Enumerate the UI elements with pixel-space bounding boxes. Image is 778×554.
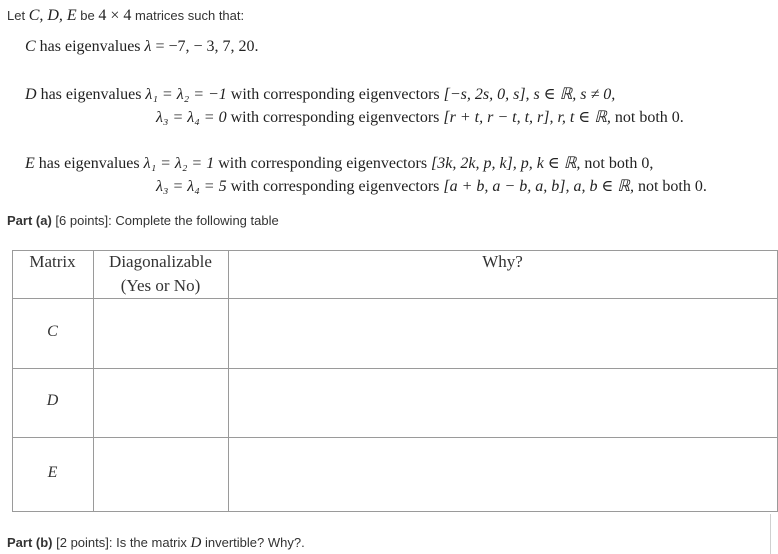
e-vec-1: [3k, 2k, p, k], p, k ∈ ℝ, xyxy=(431,155,581,172)
c-eigen-line xyxy=(25,38,259,56)
part-b-label: Part (b) xyxy=(7,535,53,550)
row-c-diagonalizable-cell[interactable] xyxy=(94,299,228,368)
intro-text-after: matrices such that: xyxy=(131,8,245,23)
e-eigen-line-2 xyxy=(156,176,707,196)
header-why: Why? xyxy=(482,252,523,271)
row-d-matrix: D xyxy=(46,392,59,409)
intro-line xyxy=(7,7,244,25)
header-matrix: Matrix xyxy=(29,252,76,271)
row-d-why-cell[interactable] xyxy=(229,369,777,437)
e-eq-2: λ₃ = λ₄ = 5 xyxy=(156,178,227,195)
e-eigen-line-1 xyxy=(25,153,653,173)
row-c-why-cell[interactable] xyxy=(229,299,777,368)
d-eigen-line-2 xyxy=(156,107,684,127)
c-text: has eigenvalues xyxy=(35,38,145,55)
part-b-points: [2 points]: xyxy=(52,535,113,550)
intro-text-be: be xyxy=(76,8,99,23)
d-tail-2: not both 0. xyxy=(610,109,684,126)
intro-dims: 4 × 4 xyxy=(98,7,132,24)
table-rule-bottom xyxy=(12,511,778,512)
d-vec-2: [r + t, r − t, t, r], r, t ∈ ℝ, xyxy=(443,109,611,126)
e-tail-2: not both 0. xyxy=(633,178,707,195)
intro-text-let: Let xyxy=(7,8,29,23)
table-rule-top xyxy=(12,250,778,251)
page-edge-rule xyxy=(770,514,771,554)
header-yes-or-no: (Yes or No) xyxy=(120,276,201,295)
row-e-why-cell[interactable] xyxy=(229,438,777,511)
row-c-matrix: C xyxy=(47,323,58,340)
e-vec-2: [a + b, a − b, a, b], a, b ∈ ℝ, xyxy=(443,178,634,195)
part-b-prompt-after: invertible? Why?. xyxy=(201,535,305,550)
part-a-prompt: Complete the following table xyxy=(111,213,279,228)
row-e-matrix: E xyxy=(47,464,58,481)
e-mid-1: with corresponding eigenvectors xyxy=(214,155,432,172)
d-vec-1: [−s, 2s, 0, s], s ∈ ℝ, s ≠ 0, xyxy=(443,86,616,103)
part-b-heading xyxy=(7,535,305,552)
d-eigen-line-1 xyxy=(25,84,615,104)
row-d-diagonalizable-cell[interactable] xyxy=(94,369,228,437)
c-lambda: λ xyxy=(144,38,152,55)
header-diagonalizable: Diagonalizable xyxy=(109,252,212,271)
part-b-matrix: D xyxy=(190,535,202,551)
row-e-diagonalizable-cell[interactable] xyxy=(94,438,228,511)
diagonalizable-table xyxy=(12,250,778,512)
d-eq-1: λ₁ = λ₂ = −1 xyxy=(145,86,227,103)
e-name: E xyxy=(25,155,35,172)
d-text: has eigenvalues xyxy=(36,86,146,103)
e-tail-1: not both 0, xyxy=(580,155,654,172)
e-text: has eigenvalues xyxy=(34,155,144,172)
part-b-prompt-before: Is the matrix xyxy=(112,535,191,550)
c-name: C xyxy=(25,38,36,55)
part-a-label: Part (a) xyxy=(7,213,52,228)
e-eq-1: λ₁ = λ₂ = 1 xyxy=(143,155,215,172)
d-name: D xyxy=(25,86,37,103)
part-a-points: [6 points]: xyxy=(51,213,112,228)
intro-matrices: C, D, E xyxy=(28,7,77,24)
part-a-heading xyxy=(7,213,279,228)
d-mid-1: with corresponding eigenvectors xyxy=(226,86,444,103)
e-mid-2: with corresponding eigenvectors xyxy=(226,178,444,195)
c-values: = −7, − 3, 7, 20. xyxy=(151,38,259,55)
d-mid-2: with corresponding eigenvectors xyxy=(226,109,444,126)
d-eq-2: λ₃ = λ₄ = 0 xyxy=(156,109,227,126)
